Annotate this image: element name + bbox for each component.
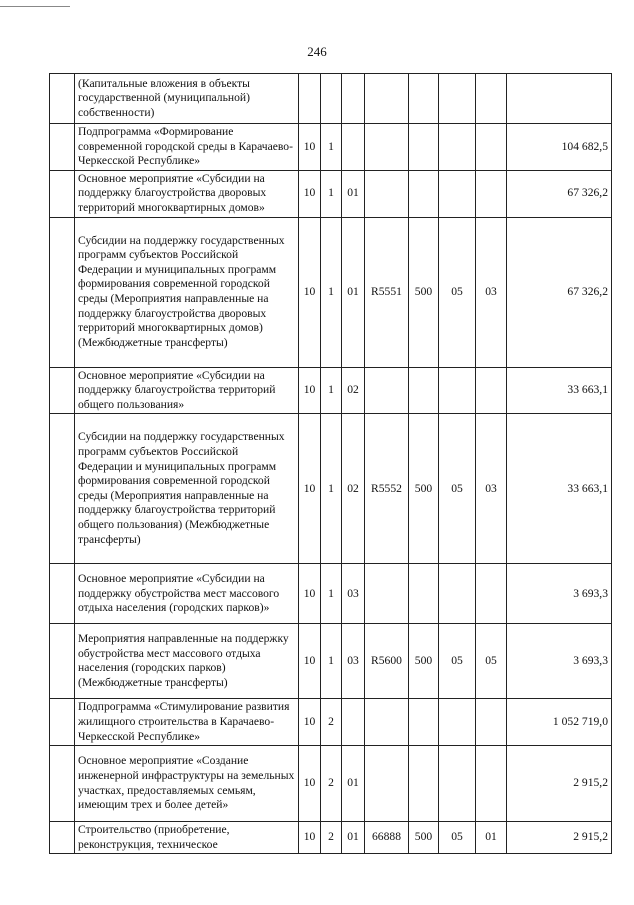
activity-code — [342, 124, 365, 171]
direction-code — [365, 699, 409, 746]
direction-code — [365, 74, 409, 124]
table-row — [50, 367, 612, 414]
subsection-code — [476, 564, 507, 624]
activity-code — [342, 699, 365, 746]
program-code — [299, 74, 321, 124]
row-amount: 104 682,5 — [507, 124, 612, 171]
direction-code — [365, 367, 409, 414]
subprogram-code: 1 — [321, 170, 342, 217]
row-number-cell — [50, 124, 75, 171]
row-amount: 33 663,1 — [507, 414, 612, 564]
table-row — [50, 624, 612, 699]
activity-code: 01 — [342, 170, 365, 217]
row-amount: 3 693,3 — [507, 624, 612, 699]
row-amount: 3 693,3 — [507, 564, 612, 624]
expense-type-code: 500 — [409, 822, 439, 854]
program-code: 10 — [299, 564, 321, 624]
row-amount: 1 052 719,0 — [507, 699, 612, 746]
section-code — [439, 699, 476, 746]
direction-code: R5600 — [365, 624, 409, 699]
table-row — [50, 74, 612, 124]
program-code: 10 — [299, 217, 321, 367]
subsection-code: 03 — [476, 414, 507, 564]
activity-code: 01 — [342, 746, 365, 822]
subprogram-code: 2 — [321, 746, 342, 822]
subprogram-code: 2 — [321, 699, 342, 746]
activity-code: 01 — [342, 822, 365, 854]
row-amount: 33 663,1 — [507, 367, 612, 414]
subprogram-code: 1 — [321, 624, 342, 699]
activity-code: 03 — [342, 624, 365, 699]
subprogram-code: 2 — [321, 822, 342, 854]
subsection-code — [476, 367, 507, 414]
row-name: Мероприятия направленные на поддержку обустройства мест массового отдыха населения (городских парков) (Межбюджетные трансферты) — [75, 624, 299, 699]
row-amount — [507, 74, 612, 124]
direction-code — [365, 564, 409, 624]
program-code: 10 — [299, 746, 321, 822]
subsection-code — [476, 74, 507, 124]
row-amount: 2 915,2 — [507, 746, 612, 822]
row-number-cell — [50, 217, 75, 367]
section-code — [439, 746, 476, 822]
page-number: 246 — [307, 44, 327, 59]
subsection-code — [476, 699, 507, 746]
row-number-cell — [50, 414, 75, 564]
section-code — [439, 170, 476, 217]
subprogram-code: 1 — [321, 217, 342, 367]
direction-code — [365, 124, 409, 171]
direction-code — [365, 170, 409, 217]
budget-table — [49, 73, 612, 854]
program-code: 10 — [299, 624, 321, 699]
row-number-cell — [50, 564, 75, 624]
section-code — [439, 564, 476, 624]
row-name: Субсидии на поддержку государственных программ субъектов Российской Федерации и муниципальных программ формирования современной городской среды (Мероприятия направленные на поддержку благоустройства территорий общего пользования) (Межбюджетные трансферты) — [75, 414, 299, 564]
table-row — [50, 699, 612, 746]
expense-type-code — [409, 564, 439, 624]
row-number-cell — [50, 746, 75, 822]
activity-code — [342, 74, 365, 124]
table-row — [50, 564, 612, 624]
expense-type-code — [409, 74, 439, 124]
row-name: Основное мероприятие «Субсидии на поддержку обустройства мест массового отдыха населения (городских парков)» — [75, 564, 299, 624]
row-number-cell — [50, 822, 75, 854]
row-name: (Капитальные вложения в объекты государственной (муниципальной) собственности) — [75, 74, 299, 124]
expense-type-code: 500 — [409, 624, 439, 699]
row-amount: 2 915,2 — [507, 822, 612, 854]
direction-code: 66888 — [365, 822, 409, 854]
expense-type-code: 500 — [409, 414, 439, 564]
subprogram-code: 1 — [321, 367, 342, 414]
section-code — [439, 367, 476, 414]
row-number-cell — [50, 74, 75, 124]
row-name: Основное мероприятие «Субсидии на поддержку благоустройства дворовых территорий многоквартирных домов» — [75, 170, 299, 217]
subprogram-code: 1 — [321, 414, 342, 564]
subsection-code: 01 — [476, 822, 507, 854]
expense-type-code — [409, 170, 439, 217]
subprogram-code: 1 — [321, 564, 342, 624]
row-name: Субсидии на поддержку государственных программ субъектов Российской Федерации и муниципальных программ формирования современной городской среды (Мероприятия направленные на поддержку благоустройства дворовых территорий многоквартирных домов) (Межбюджетные трансферты) — [75, 217, 299, 367]
activity-code: 03 — [342, 564, 365, 624]
expense-type-code: 500 — [409, 217, 439, 367]
section-code: 05 — [439, 822, 476, 854]
row-number-cell — [50, 367, 75, 414]
program-code: 10 — [299, 124, 321, 171]
subsection-code — [476, 170, 507, 217]
direction-code: R5551 — [365, 217, 409, 367]
top-rule — [0, 6, 70, 7]
expense-type-code — [409, 124, 439, 171]
row-name: Подпрограмма «Формирование современной городской среды в Карачаево-Черкесской Республике» — [75, 124, 299, 171]
program-code: 10 — [299, 699, 321, 746]
table-row — [50, 414, 612, 564]
table-row — [50, 822, 612, 854]
activity-code: 01 — [342, 217, 365, 367]
section-code: 05 — [439, 217, 476, 367]
program-code: 10 — [299, 367, 321, 414]
row-name: Строительство (приобретение, реконструкция, техническое — [75, 822, 299, 854]
table-row — [50, 170, 612, 217]
subprogram-code: 1 — [321, 124, 342, 171]
row-amount: 67 326,2 — [507, 170, 612, 217]
section-code: 05 — [439, 624, 476, 699]
subsection-code: 05 — [476, 624, 507, 699]
row-name: Основное мероприятие «Создание инженерной инфраструктуры на земельных участках, предоставляемых семьям, имеющим трех и более детей» — [75, 746, 299, 822]
row-amount: 67 326,2 — [507, 217, 612, 367]
direction-code — [365, 746, 409, 822]
subprogram-code — [321, 74, 342, 124]
activity-code: 02 — [342, 414, 365, 564]
subsection-code: 03 — [476, 217, 507, 367]
section-code — [439, 124, 476, 171]
row-number-cell — [50, 170, 75, 217]
expense-type-code — [409, 746, 439, 822]
direction-code: R5552 — [365, 414, 409, 564]
row-number-cell — [50, 624, 75, 699]
table-row — [50, 217, 612, 367]
section-code — [439, 74, 476, 124]
expense-type-code — [409, 367, 439, 414]
program-code: 10 — [299, 170, 321, 217]
subsection-code — [476, 746, 507, 822]
expense-type-code — [409, 699, 439, 746]
table-row — [50, 746, 612, 822]
table-row — [50, 124, 612, 171]
program-code: 10 — [299, 414, 321, 564]
activity-code: 02 — [342, 367, 365, 414]
row-name: Подпрограмма «Стимулирование развития жилищного строительства в Карачаево-Черкесской Республике» — [75, 699, 299, 746]
row-name: Основное мероприятие «Субсидии на поддержку благоустройства территорий общего пользования» — [75, 367, 299, 414]
section-code: 05 — [439, 414, 476, 564]
table-body — [50, 74, 612, 854]
program-code: 10 — [299, 822, 321, 854]
subsection-code — [476, 124, 507, 171]
row-number-cell — [50, 699, 75, 746]
